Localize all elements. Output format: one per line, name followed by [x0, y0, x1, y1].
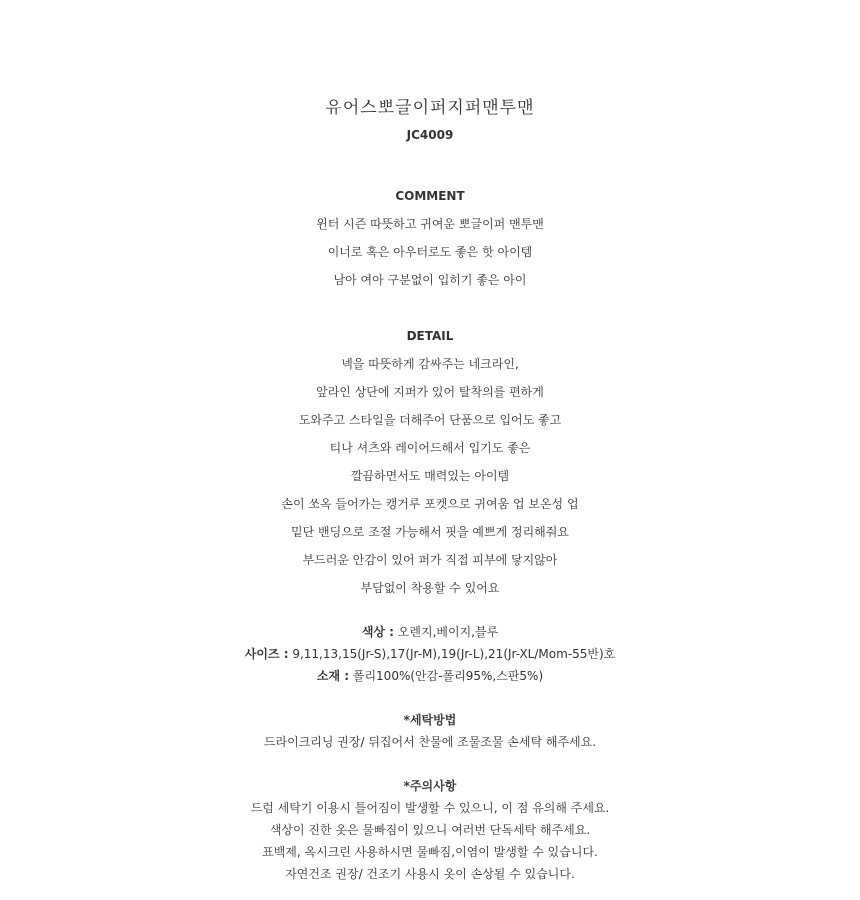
spec-color-value: 오렌지,베이지,블루 [393, 625, 499, 639]
detail-line: 깔끔하면서도 매력있는 아이템 [350, 469, 510, 483]
caution-line: 색상이 진한 옷은 물빠짐이 있으니 여러번 단독세탁 해주세요. [269, 823, 591, 837]
product-code: JC4009 [406, 128, 454, 142]
detail-line: 넥을 따뜻하게 감싸주는 네크라인, [341, 357, 519, 371]
comment-line: 윈터 시즌 따뜻하고 귀여운 뽀글이퍼 맨투맨 [316, 217, 544, 231]
washing-line: 드라이크리닝 권장/ 뒤집어서 찬물에 조물조물 손세탁 해주세요. [263, 735, 597, 749]
detail-line: 티나 셔츠와 레이어드해서 입기도 좋은 [329, 441, 531, 455]
product-title: 유어스뽀글이퍼지퍼맨투맨 [325, 98, 535, 118]
spec-color-label: 색상 : [361, 625, 394, 639]
spec-color [0, 623, 860, 641]
spec-size [0, 645, 860, 663]
spec-material-value: 폴리100%(안감-폴리95%,스판5%) [349, 669, 544, 683]
caution-line: 자연건조 권장/ 건조기 사용시 옷이 손상될 수 있습니다. [285, 867, 575, 881]
comment-heading: COMMENT [395, 189, 465, 203]
detail-line: 도와주고 스타일을 더해주어 단품으로 입어도 좋고 [298, 413, 562, 427]
detail-heading: DETAIL [406, 329, 454, 343]
detail-line: 부드러운 안감이 있어 퍼가 직접 피부에 닿지않아 [302, 553, 558, 567]
detail-line: 앞라인 상단에 지퍼가 있어 탈착의를 편하게 [316, 385, 544, 399]
detail-line: 부담없이 착용할 수 있어요 [360, 581, 500, 595]
spec-size-value: 9,11,13,15(Jr-S),17(Jr-M),19(Jr-L),21(Jr-XL/Mom-55반)호 [288, 647, 616, 661]
spec-size-label: 사이즈 : [244, 647, 289, 661]
caution-line: 드럼 세탁기 이용시 틀어짐이 발생할 수 있으니, 이 점 유의해 주세요. [250, 801, 610, 815]
spec-material [0, 667, 860, 685]
washing-heading: *세탁방법 [403, 713, 457, 727]
caution-line: 표백제, 옥시크린 사용하시면 물빠짐,이염이 발생할 수 있습니다. [262, 845, 598, 859]
spec-material-label: 소재 : [316, 669, 350, 683]
comment-line: 이너로 혹은 아우터로도 좋은 핫 아이템 [327, 245, 533, 259]
comment-line: 남아 여아 구분없이 입히기 좋은 아이 [333, 273, 527, 287]
detail-line: 손이 쏘옥 들어가는 캥거루 포켓으로 귀여움 업 보온성 업 [281, 497, 579, 511]
detail-line: 밑단 밴딩으로 조절 가능해서 핏을 예쁘게 정리해줘요 [291, 525, 569, 539]
caution-heading: *주의사항 [403, 779, 457, 793]
